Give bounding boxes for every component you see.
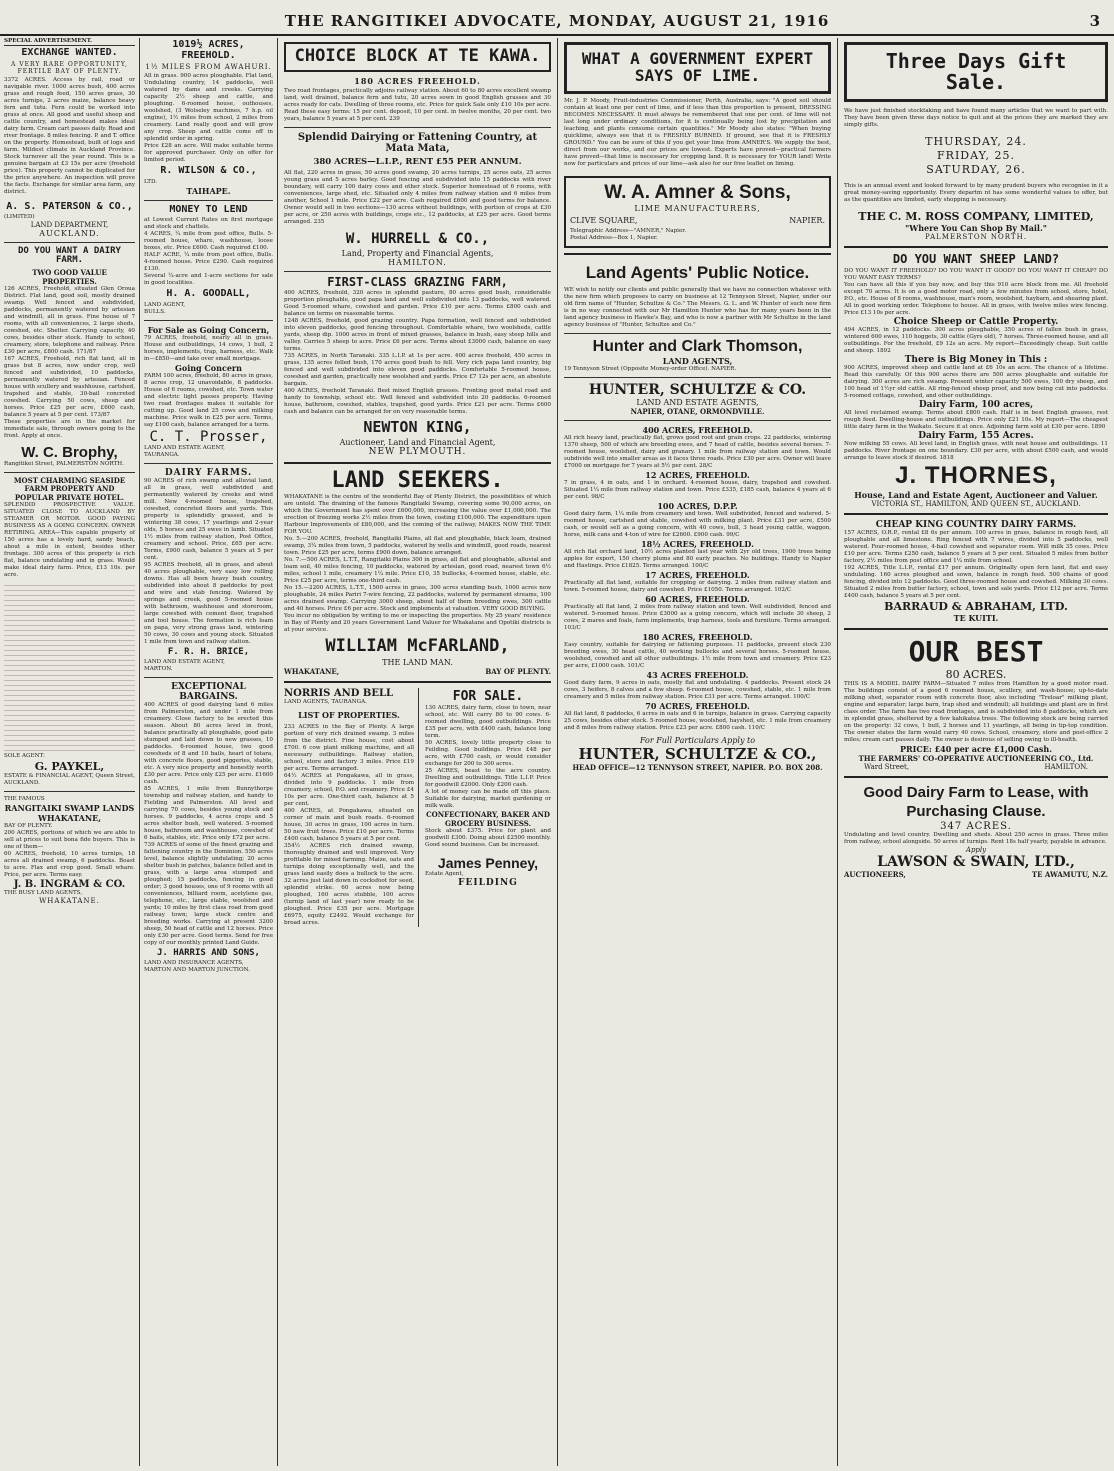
money-body: at Lowest Current Rates on first mortgage and stock and chattels. (144, 217, 273, 230)
p180-body: Easy country, suitable for dairying or fattening purposes. 11 paddocks, present stock 230 breeding ewes, 30 head cattle, 40 working bullocks and several horses. 5-roomed house, woolshed, cowshed and all other outbuildings. 1½ mile from town and creamery. Price £23 per acre, £1000 cash. 101/C (564, 641, 831, 669)
wilson-ltd: LTD. (144, 178, 158, 185)
for-sale-heading: FOR SALE. (452, 688, 524, 704)
lawson-footer (844, 870, 1108, 879)
goodall-name: H. A. GOODALL, (166, 288, 251, 299)
sale-25: 25 ACRES, beast to the acre country. Dwelling and outbuildings. Title L.I.P. Price for goodwill £2000. Only £200 cash. (425, 768, 551, 789)
mcfarland-bop: BAY OF PLENTY. (485, 666, 551, 676)
amner-address (570, 216, 825, 225)
amner-postal: Postal Address—Box 1, Napier. (570, 234, 658, 241)
paterson-name: A. S. PATERSON & CO., (6, 200, 133, 212)
ingram-location: WHAKATANE. (39, 897, 100, 906)
thornes-sub: House, Land and Estate Agent, Auctioneer and Valuer. (854, 489, 1098, 500)
exceptional-body-1: 400 ACRES of good dairying land 6 miles from Palmerston, and under 1 mile from creamery. Close factory to be erected this season. About 80 acres level in front, balance practically all ploughable, good gate stumped and laid down to new grasses, 10 paddocks. 6-roomed house, two good cowsheds of 8 and 10 bails, heart of totara, with concrete floors, good piggeries, stable, etc. A very nice property and honestly worth £30 per acre. Price only £25 per acre. £1600 cash. (144, 701, 273, 785)
taihape: TAIHAPE. (186, 185, 231, 196)
te-kawa-sub: 180 ACRES FREEHOLD. (354, 75, 481, 86)
exchange-sub: A VERY RARE OPPORTUNITY, FERTILE BAY OF PLENTY. (11, 60, 128, 75)
palmerston-north: PALMERSTON NORTH. (925, 233, 1027, 241)
dairy-155-body: Now milking 55 cows. All level land, in English grass, with neat house and outbuildings. 11 paddocks. River frontage on one boundary. £30 per acre, with about £500 cash, and would arrange to leave stock if desired. 1818 (844, 440, 1108, 461)
p18-body: All rich flat orchard land, 10½ acres planted last year with 2yr old trees, 1900 trees being apples for export, 150 cherry plums and 80 early peaches. No buildings. Handy to Napier and Hastings. Price £1825. Terms arranged. 100/C (564, 548, 831, 569)
hotel-body: SPLENDID PROSPECTIVE VALUE. SITUATED CLOSE TO AUCKLAND BY STEAMER OR MOTOR. GOOD PAYING BUSINESS AS A GOING CONCERN. OWNER RETIRING. AREA—This capable property of 150 acres has a lovely hard, sandy beach, about a mile in extent, besides other frontage. 300 acres of this property is rich flat, balance undulating and in grass. Would make ideal dairy farm. Price, £13 10s. per acre. (4, 502, 135, 579)
lease-apply: Apply (965, 845, 987, 854)
hunter-schultze-locations: NAPIER, OTANE, ORMONDVILLE. (630, 406, 765, 416)
lip-body: All flat, 220 acres in grass, 50 acres good swamp, 20 acres turnips, 25 acres oats, 25 acres young grass and 5 acres barley. Good fencing and subdivided into 15 paddocks with river boundary, will carry 100 dairy cows and other stock. Superior homestead of 6 rooms, with conveniences, large shed, etc. Situated only 4 miles from railway station and 6 miles from another, School 1 mile. Price £22 per acre. Cash required £600 and good terms for balance. Owner would sell in two sections—130 acres without buildings, with portion of crops at £30 per acre, or 250 acres with buildings, crops etc., 12 paddocks, at £25 per acre. Good terms arranged. 235 (284, 169, 551, 225)
seekers-no5: No. 5.—200 ACRES, freehold, Rangitaiki Plains, all flat and ploughable, black loam, drained swamp, 3¼ miles from town, 5 paddocks, watered by wells and windmill, good roads, nearest town. Price £25 per acre, terms £900 down, balance arranged. (284, 535, 551, 556)
tauranga: TAURANGA. (144, 451, 180, 458)
awahuri-body: All in grass. 900 acres ploughable. Flat land, Undulating country, 14 paddocks, well watered by dams and creeks. Carrying capacity 2½ sheep and cattle, and ploughing. 6-roomed house, outhouses, woolshed, (3 Wolseley machines, 7 h.p. oil engine), 1½ miles from school, 2 miles from creamery. Land really good and will grow any crop. Sheep and cattle come off in splendid order in spring. (144, 73, 273, 142)
sole-agent: SOLE AGENT: (4, 753, 45, 760)
hurrell-name: W. HURRELL & CO., (345, 230, 490, 247)
hunter-clark-address: 19 Tennyson Street (Opposite Money-order Office). NAPIER. (564, 365, 737, 372)
column-2 (140, 38, 278, 1466)
apply-label: For Full Particulars Apply to (639, 735, 756, 745)
sheep-body: You can have all this if you buy now, and buy this 910 acre block from me. All freehold except 70 acres. It is on a good motor road, only a few minutes from school, store, hotel, P.O., etc. House of 8 rooms, washhouse, man's room, woolshed, haybarn, and shearing plant. All in good working order. Telephone to house. All in grass, with twelve miles wire fencing. Price £13 10s per acre. (844, 281, 1108, 316)
farmers-address (844, 763, 1108, 771)
ward-street: Ward Street, (864, 762, 910, 771)
masthead (0, 0, 1114, 36)
two-good-heading: TWO GOOD VALUE PROPERTIES. (32, 267, 107, 286)
thornes-name: J. THORNES, (895, 461, 1057, 489)
hunter-clark-sub: LAND AGENTS, (662, 355, 733, 366)
ingram-name: J. B. INGRAM & CO. (13, 879, 126, 891)
mcfarland-sub: THE LAND MAN. (382, 657, 453, 667)
dairy-farms-body-2: 95 ACRES freehold, all in grass, and about 40 acres ploughable, very easy low rolling downs. Has all been heavy bush country, subdivided into about 8 paddocks by post and wire and stab fencing. Watered by springs and creek, good 5-roomed house with bathroom, washhouse and storeroom, large cowshed with cement floor, trapshed and tool house. The formation is rich loam on papa, very strong grass land, wintering 50 cows, 30 cows and young stock. Situated 1 mile from town and railway station. (144, 561, 273, 645)
dairy-body-1: 126 ACRES, Freehold, situated Glen Oroua District. Flat land, good soil, mostly drained swamp. Well fenced and subdivided, paddocks, permanently watered by artesian and windmill, all in grass. Fine house of 7 rooms, with all conveniences, 2 large sheds, cowshed, etc. Shelter. Carrying capacity, 40 cows, besides other stock. Handy to school, creamery, store, telephone and railway. Price £30 per acre, £800 cash. 171/87 (4, 285, 135, 355)
awahuri-sub: 1½ MILES FROM AWAHURI. (145, 63, 272, 71)
seekers-note: You incur no obligation by writing to me or inspecting the properties. My 25 years' residence in Bay of Plenty and 20 years Government Land Valuer for Whakatane and Opotiki districts is at your service. (284, 612, 551, 633)
amner-name: W. A. Amner & Sons, (604, 181, 791, 203)
amner-telegraphic: Telegraphic Address—"AMNER," Napier. (570, 227, 687, 234)
going-concern-heading: For Sale as Going Concern, (147, 324, 270, 335)
our-best-price: PRICE: £40 per acre £1,000 Cash. (900, 743, 1052, 754)
dairy-farms-heading: DAIRY FARMS. (164, 467, 253, 478)
prosser-name: C. T. Prosser, (149, 428, 268, 445)
choice-sheep-heading: Choice Sheep or Cattle Property. (893, 316, 1059, 327)
p180-heading: 180 ACRES, FREEHOLD. (642, 631, 753, 642)
amner-sub: LIME MANUFACTURERS, (634, 203, 761, 213)
harris-sub: LAND AND INSURANCE AGENTS, (144, 960, 244, 967)
harris-name: J. HARRIS AND SONS, (157, 947, 260, 958)
p100-heading: 100 ACRES, D.P.P. (657, 500, 738, 511)
land-department: LAND DEPARTMENT, (30, 221, 109, 229)
lawson-swain-name: LAWSON & SWAIN, LTD., (877, 853, 1075, 870)
king-192: 192 ACRES, Title L.I.P., rental £17 per annum. Originally open fern land, flat and easy undulating. 160 acres ploughed and sown, balance in rough feed. 500 chains of good fencing, divided into 12 paddocks. Good three-roomed house and cowshed. Milking 30 cows. Situated 2 miles from butter factory, school, town and sale yards. Price £12 per acre. Terms £400 cash, balance 5 years at 5 per cent. (844, 564, 1108, 599)
awahuri-heading: 1019½ ACRES, FREEHOLD. (172, 39, 245, 61)
gift-note: This is an annual event and looked forward to by many prudent buyers who recognise in it a great money-saving opportunity. Every departm nt has some wonderful values to offer, but as the quantities are limited, early shopping is necessary. (844, 183, 1108, 203)
dairy-100-body: All level reclaimed swamp. Terms about £800 cash. Half is in best English grasses, rest rough feed. Dwelling-house and outbuildings. Price only £21 10s. My report—The cheapest little dairy farm in the Waikato. Secure it at once. Adjoining farm sold at £30 per acre. 1890 (844, 409, 1108, 430)
masthead-title: THE RANGITIKEI ADVOCATE, MONDAY, AUGUST 21, 1916 (284, 12, 830, 30)
mcfarland-whakatane: WHAKATANE, (284, 666, 340, 676)
seekers-no15: No 15.—2200 ACRES, L.T.T., 1500 acres in grass, 300 acres standing bush, 1000 acres now ploughable, 24 miles Pariri 7-wire fencing, 22 paddocks, watered by permanent streams, 100 acres drained swamp. Carrying 3000 sheep, about half of them breeding ewes, 300 cattle and 40 horses. Price £6 per acre. Stock and implements at valuation. VERY GOOD BUYING. (284, 584, 551, 612)
paykel-address: ESTATE & FINANCIAL AGENT, Queen Street, AUCKLAND. (4, 773, 135, 787)
dairy-body-2: 167 ACRES, Freehold, rich flat land, all in grass but 8 acres, now under crop, well fenced and subdivided, 10 paddocks, permanently watered by artesian. Fenced house with scullery and washhouse, cartshed, trapshed and stable, 30-bail concreted cowshed. Carrying 50 cows, sheep and horses. Price £25 per acre, £600 cash, balance 5 years at 5 per cent. 173/87 (4, 355, 135, 418)
harris-location: MARTON AND MARTON JUNCTION. (144, 967, 250, 974)
hurrell-sub: Land, Property and Financial Agents, (341, 248, 494, 258)
half-acre: HALF ACRE, ¼ mile from post office, Bulls. 4-roomed house. Price £290. Cash required £130. (144, 252, 273, 272)
mcfarland-locations (284, 667, 551, 676)
saturday: SATURDAY, 26. (926, 163, 1026, 176)
norris-64: 64½ ACRES at Pongakawa, all in grass, divided into 9 paddocks. 1 mile from creamery, school, P.O. and creamery. Price £4 10s per acre. One-third cash, balance at 5 per cent. (284, 772, 414, 807)
swamp-whakatane: WHAKATANE, (37, 813, 102, 824)
paterson-ltd: (LIMITED) (4, 214, 35, 220)
norris-233: 233 ACRES in the Bay of Plenty. A large portion of very rich drained swamp. 3 miles from the district. Fine house, cost about £700. 6 cow plant milking machine, and all necessary outbuildings. Railway station, school, store and factory 3 miles. Price £19 per acre. Terms arranged. (284, 723, 414, 772)
exceptional-heading: EXCEPTIONAL BARGAINS. (171, 681, 246, 702)
swamp-body-2: 60 ACRES, freehold, 10 acres turnips, 18 acres all drained swamp, 6 paddocks. Boast to acre. Flax and crop good. Small whare. Price, per acre. Terms easy. (4, 851, 135, 879)
lawson-auctioneers: AUCTIONEERS, (844, 869, 906, 879)
p12-body: 7 in grass, 4 in oats, and 1 in orchard. 4-roomed house, dairy, trapshed and cowshed. Situated 1¼ mile from railway station and town. Price £335, £185 cash, balance 4 years at 6 per cent. 98/C (564, 479, 831, 500)
farmers-coop: THE FARMERS' CO-OPERATIVE AUCTIONEERING CO., Ltd. (858, 753, 1094, 763)
ingram-sub: THE BUSY LAND AGENTS, (4, 890, 83, 897)
te-kuiti: TE KUITI. (953, 612, 999, 623)
te-kawa-body: Two road frontages, practically adjoins railway station. About 60 to 80 acres excellent swamp land, well drained, balance fern and tutu, 20 acres sown in good English grasses and 30 acres ready for cats. Dwelling of three rooms, etc. Price for quick Sale only £10 10s per acre. Read these easy terms: 15 per cent. deposit, 10 per cent. in twelve months, 20 per cent. two years, balance 5 years at 5 per cent. 239 (284, 87, 551, 122)
penney-sub: Estate Agent, (425, 871, 464, 878)
head-office: HEAD OFFICE—12 TENNYSON STREET, NAPIER. P.O. BOX 208. (572, 762, 823, 772)
list-of-properties: LIST OF PROPERTIES. (298, 709, 400, 720)
hamilton-label: HAMILTON. (388, 257, 447, 267)
land-seekers-heading: LAND SEEKERS. (331, 467, 504, 493)
bottom-split (284, 688, 551, 927)
seekers-no7: No. 7.—500 ACRES, L.T.T., Rangitaiki Plains 300 in grass, all flat and ploughable, alluvial and loam soil, 40 miles fencing, 10 paddocks, watered by artesian, good road, nearest town 6½ miles, school 1 mile, creamery 1¼ mile. Price £10, 35 bullocks, 4-roomed house, stable, etc. Price £25 per acre, terms one-third cash. (284, 556, 551, 584)
feilding: FEILDING (458, 878, 518, 889)
several-sections: Several ¼-acre and 1-acre sections for sale in good localities. (144, 273, 273, 286)
norris-354: 354½ ACRES rich drained swamp, thoroughly drained and well improved. Very profitable for mixed farming. Maize, oats and turnips doing exceptionally well, and the grass land easily does a bullock to the acre. 32 acres just laid down in cocksfoot for seed, splendid strike. 60 acres now being ploughed, 160 acres stubble, 100 acres (turnip land of last year) now ready to be ploughed. Price £35 per acre. Mortgage £6975, equity £2492. Would exchange for broad acres. (284, 842, 414, 926)
lime-box (564, 42, 831, 94)
norris-name: NORRIS AND BELL (284, 687, 394, 699)
big-money-body: 900 ACRES, improved sheep and cattle land at £6 10s an acre. The chance of a lifetime. Read this carefully. Of this 900 acres there are 500 acres ploughable and suitable for dairying. 300 acres are rich swamp. Present winter capacity 500 ewes, 100 dry sheep, and 100 head of 1½yr old cattle. All ring-fenced sheep proof, and now being cut into paddocks. 5-roomed cottage, cowshed, and other outbuildings. (844, 364, 1108, 399)
brophy-name: W. C. Brophy, (21, 443, 118, 461)
hunter-schultze-sub: LAND AND ESTATE AGENTS, (636, 397, 759, 407)
te-kawa-heading: CHOICE BLOCK AT TE KAWA. (294, 46, 541, 66)
our-best-acres: 80 ACRES. (945, 667, 1007, 681)
cheap-king-heading: CHEAP KING COUNTRY DAIRY FARMS. (875, 519, 1077, 530)
public-notice-heading: Land Agents' Public Notice. (585, 262, 810, 282)
money-to-lend: MONEY TO LEND (169, 203, 248, 215)
brophy-address: Rangitikei Street, PALMERSTON NORTH. (4, 460, 124, 467)
friday: FRIDAY, 25. (937, 149, 1015, 162)
hunter-schultze-footer: HUNTER, SCHULTZE & CO., (578, 744, 817, 763)
dairy-farms-body-1: 90 ACRES of rich swamp and alluvial land, all in grass, well subdivided and permanently watered by creeks and wind mill. New 4-roomed house, trapshed, cowshed, concreted floors and yards. This property is splendidly grassed, and is wintering 38 cows, 17 yearlings and 2-year olds, 5 horses and 25 ewes in lamb. Situated 1½ miles from railway station, Post Office, creamery and school. Price, £65 per acre. Terms, £900 cash, balance 5 years at 5 per cent. (144, 477, 273, 561)
choice-sheep-body: 494 ACRES, in 12 paddocks. 300 acres ploughable, 350 acres of fallen bush in grass, wintered 600 ewes, 110 hoggets, 30 cattle (Gyrs old), 7 horses. Three-roomed house, and all outbuildings. For the freehold, £9 12s an acre. My report—Exceedingly cheap. Suit cattle and sheep. 1892 (844, 326, 1108, 354)
swamp-body-1: 200 ACRES, portions of which we are able to sell at prices to suit bona fide buyers. This is one of them— (4, 830, 135, 851)
auckland-label: AUCKLAND. (39, 229, 100, 238)
dairy-note: These properties are in the market for immediate sale, through owners going to the front. Apply at once. (4, 418, 135, 439)
mcfarland-name: WILLIAM McFARLAND, (325, 635, 510, 656)
confectionary-body: Stock about £375. Price for plant and goodwill £300. Doing about £2500 monthly. Good sound business. Can be increased. (425, 828, 551, 849)
gift-body: We have just finished stocktaking and have found many articles that we want to part with. They have been given three days notice to quit and at the prices they are marked they are simply gifts. (844, 108, 1108, 128)
p17-body: Practically all flat land, suitable for cropping or dairying. 2 miles from railway station and town. 5-roomed house, dairy and cowshed. Price £1050. Terms arranged. 102/C (564, 579, 831, 593)
grazing-body-3: 735 ACRES, in North Taranaki. 335 L.I.P. at 1s per acre. 400 acres freehold, 450 acres in grass, 135 acres felled bush, 170 acres good bush to fell. Very rich papa land country, big fenced and well subdivided into eleven good paddocks. Comfortable 5-roomed house, cowshed and garden, practically new woolshed and yards. Price £7 12s per acre, an absolute bargain. (284, 353, 551, 388)
te-kawa-box (284, 42, 551, 72)
sale-lot: A lot of money can be made off this place. Suitable for dairying, market gardening or milk walk. (425, 789, 551, 810)
exchange-body: 3372 ACRES. Access by rail, road or navigable river. 1000 acres bush, 400 acres grass and rough feed, 150 acres grass, 30 acres turnips, 2 acres maize, balance heavy fern and tutu. Fern could be worked into grass at once. All good and useful sheep and cattle country, and homestead makes ideal dairy farm. Cream cart passes daily. Road and river frontage. 8 miles fencing. P. and T. office on the property. Homestead, built of logs and farm. Mildest climate in Auckland Province. Stock turnover all the year round. This is a genuine bargain at £3 15s per acre (freehold price). This property cannot be duplicated for the price anywhere. An inspection will prove the facts. Exchange for similar area farm, any district. (4, 76, 135, 195)
farmers-hamilton: HAMILTON. (1044, 762, 1088, 771)
napier-label: NAPIER. (789, 215, 825, 225)
our-best-body: THIS IS A MODEL DAIRY FARM—Situated 7 miles from Hamilton by a good motor road. The buildings consist of a good 6 roomed house, scullery, and wash-house; up-to-date milking shed, separator room with concrete floor, also including "Treloar" milking plant, engine and separator; large barn, trap shed and windmill; all buildings and plant are in first class order. The farm has two road frontages, and is subdivided into 8 paddocks, which are in splendid grass, sheltered by a few kahikatea trees. The following stock are being carried on the property: 32 cows, 1 bull, 2 horses and 11 yearlings, all being in tip-top condition. The owner states the farm would carry 40 cows. School, creamery, store and post-office 2 miles; cream cart passes daily. The owner is desirous of selling owing to ill-health. (844, 680, 1108, 743)
grazing-body-2: 1248 ACRES, freehold, good grazing country. Papa formation, well fenced and subdivided into eleven paddocks, good fencing throughout. Comfortable whare, two woolsheds, cattle yards, sheep dip. 1000 acres in front of mixed grasses, balance in bush, easy steep hills and valley. Carries 5 sheep to acre. Price £6 per acre. Terms about £3000 cash, balance on easy terms. (284, 318, 551, 353)
marton: MARTON. (144, 665, 173, 672)
swamp-bop: BAY OF PLENTY. (4, 823, 53, 830)
column-1 (0, 38, 140, 1466)
p43-body: Good dairy farm, 9 acres in oats, mostly flat and undulating. 4 paddocks. Present stock 24 cows, 3 heifers, 8 calves and a few sheep. 6-roomed house, cowshed, stable, etc. 1 mile from creamery and 5 miles from railway station. Price £31 per acre. Terms arranged. 100/C (564, 679, 831, 700)
dairy-farm-heading: DO YOU WANT A DAIRY FARM. (18, 246, 121, 266)
clive-square: CLIVE SQUARE, (570, 215, 638, 225)
p60-body: Practically all flat land, 2 miles from railway station and town. Well subdivided, fenced and watered. 5-roomed house. Price £3000 as a going concern, which will include 30 sheep, 2 cows, 2 mares and foals, farm implements, trap harness, tools and furniture. Terms arranged. 103/C (564, 603, 831, 631)
norris-400: 400 ACRES, at Pongakawa, situated on corner of main and bush roads. 6-roomed house, 30 acres in grass, 100 acres in turn. 50 new fruit trees. Price £10 per acre. Terms £400 cash, balance 5 years at 5 per cent. (284, 807, 414, 842)
newton-king-name: NEWTON KING, (363, 418, 472, 437)
newton-sub: Auctioneer, Land and Financial Agent, (339, 437, 496, 447)
hotel-heading: MOST CHARMING SEASIDE FARM PROPERTY AND POPULAR PRIVATE HOTEL. (13, 475, 126, 502)
king-157: 157 ACRES, O.R.P., rental £8 6s per annum. 100 acres in grass, balance in rough feed, all ploughable and all limestone. Ring fenced with 7 wires, divided into 5 paddocks, well watered. Four-roomed house, 4-bail cowshed and separator room. Will milk 35 cows. Price £10 per acre. Terms £250 cash, balance 5 years at 5 per cent. Situated 5 miles from butter factory, 2½ miles from post office and 1¼ mile from school. (844, 529, 1108, 564)
lease-body: Undulating and level country. Dwelling and sheds. About 250 acres in grass. Three miles from railway, school alongside. 50 acres of turnips. Rent 18s half yearly, payable in advance. (844, 831, 1108, 845)
hotel-body-continued (4, 581, 135, 751)
thornes-address: VICTORIA ST., HAMILTON, AND QUEEN ST., AUCKLAND. (871, 499, 1081, 508)
wilson-name: R. WILSON & CO., (160, 165, 257, 176)
going2-body: FARM 100 acres, freehold, 80 acres in grass, 8 acres crop, 12 unavoidable, 8 paddocks. House of 6 rooms, cowshed, etc. Town water and electric light passes property. Having two road frontages makes it suitable for cutting up. Good land 25 cows and milking machine. Price walk in £25 per acre. Terms, say £100 cash, balance arranged for a term. (144, 372, 273, 428)
prosser-sub: LAND AND ESTATE AGENT, (144, 444, 225, 451)
ross-sub: "Where You Can Shop By Mail." (905, 223, 1047, 233)
exceptional-body-3: 739 ACRES of some of the finest grazing and fattening country in the Dominion. 550 acres level, balance slightly undulating; 20 acres shelter bush in patches, balance felled and in grass, with a large area stumped and ploughed; 15 paddocks, fencing in good order; 3 good houses, one of 9 rooms with all conveniences, billiard room, acetylene gas, telephone, etc., large stable, woolshed and yards; 10 miles by first class road from good railway town; large stock centre and breeding works. Carrying at present 3200 sheep, 50 head of cattle and 12 horses. Price only £30 per acre. Good terms. Send for free copy of our monthly printed Land Guide. (144, 841, 274, 946)
exchange-heading: EXCHANGE WANTED. (21, 47, 118, 58)
exceptional-body-2: 85 ACRES, 1 mile from Bunnythorpe township and railway station, and handy to Fielding and Palmerston. All level and carrying 70 cows, besides young stock and horses. 9 paddocks, 4 acres crops and 5 acres shelter bush, well watered. 5-roomed house, bathroom and washhouse, cowshed of 6 bails, stables, etc. Price only £72 per acre. (144, 785, 273, 841)
sheep-questions: DO YOU WANT IT FREEHOLD? DO YOU WANT IT GOOD? DO YOU WANT IT CHEAP? DO YOU WANT EASY TERMS? (844, 267, 1108, 281)
column-3 (278, 38, 558, 1466)
swamp-heading: RANGITAIKI SWAMP LANDS (4, 803, 135, 814)
lease-acres: 347 ACRES. (940, 820, 1012, 832)
for-sale-block (425, 688, 551, 927)
goodall-sub: LAND AGENT, (144, 301, 186, 308)
sheep-land-heading: DO YOU WANT SHEEP LAND? (892, 252, 1060, 266)
penney-name: James Penney, (437, 855, 539, 872)
grazing-heading: FIRST-CLASS GRAZING FARM, (327, 274, 508, 289)
new-plymouth: NEW PLYMOUTH. (368, 446, 467, 457)
hunter-clark-name: Hunter and Clark Thomson, (592, 337, 803, 355)
p400-heading: 400 ACRES, FREEHOLD. (642, 424, 753, 435)
lawson-te-awamutu: TE AWAMUTU, N.Z. (1031, 869, 1108, 879)
hunter-schultze-name: HUNTER, SCHULTZE & CO. (588, 381, 807, 398)
brice-sub: LAND AND ESTATE AGENT, (144, 658, 225, 665)
paykel-name: G. PAYKEL, (34, 760, 105, 774)
special-advert-label: SPECIAL ADVERTISEMENT. (4, 38, 135, 46)
p400-body: All rich heavy land, practically flat, grows good root and grain crops. 22 paddocks, wintering 1370 sheep, 500 of which are breeding ewes, and 7 head of cattle, besides several horses. 7-roomed house, woolshed, dairy and granary. 1 mile from railway station and town. Would subdivide well into smaller areas as it faces three roads. Price £30 per acre. Owner will leave £7000 on mortgage for 7 years at 5½ per cent. 28/C (564, 434, 831, 469)
p100-body: Good dairy farm, 1¼ mile from creamery and town. Well subdivided, fenced and watered. 5-roomed house, cartshed and stable, cowshed with milking plant. Price £31 per acre, £500 cash, or would sell as a going concern, with 40 cows, bull, 3 head young cattle, waggon, horse, milk cans and 4-ton of wire for £2600. £900 cash. 99/C (564, 510, 831, 538)
thursday: THURSDAY, 24. (925, 135, 1027, 148)
grazing-body-4: 400 ACRES, freehold Taranaki. Best mixed English grasses. Fronting good metal road and handy to township, school etc. Well fenced and subdivided into 20 paddocks. 6-roomed house, bathroom, cowshed, stables, trapshed, good yards. Price £21 per acre. Terms £600 cash and balance can be arranged for on very reasonable terms. (284, 388, 551, 416)
going-concern-2: Going Concern (175, 362, 242, 373)
four-acres: 4 ACRES, ¼ mile from post office, Bulls. 5-roomed house, whare, washhouse, loose boxes, etc. Price £600. Cash required £100. (144, 231, 273, 251)
public-notice-body: WE wish to notify our clients and public generally that we have no connection whatever with the new firm which proposes to carry on business at 12 Tennyson Street, Napier, under our old firm name of "Hunter, Schultze & Co." The Messrs. G. L. and W. Hunter of such new firm is in no way connected with our Mr Hamilton Hunter who has for many years been in the land agency business in Hawke's Bay, and who is now a partner with Mr Schultze in the land agency business of "Hunter, Schultze and Co." (564, 286, 831, 328)
page-number: 3 (1089, 12, 1100, 30)
sale-130: 130 ACRES, dairy farm, close to town, near school, etc. Will carry 80 to 90 cows. 6-roomed dwelling, good outbuildings. Price £35 per acre, with £400 cash, balance long term. (425, 705, 551, 740)
lime-body: Mr. J. P. Moody, Fruit-industries Commissioner, Perth, Australia, says: "A good soil should contain at least one per cent of lime, and if less than this proportion is present, DRESSING BECOMES NECESSARY. It must always be remembered that one per cent. of lime will not last long under ordinary conditions, for it is continually being lost by precipitation and leaching, and plants consume certain quantities." Mr Moody also states: "When buying quicklime, always see that it is FRESHLY BURNED. If ground, see that it is FRESHLY GROUND." You can be sure of this if you get your lime from AMNER'S. We supply the best, direct from our works, and our prices are lowest. Experts have proved—practical farmers have proved—that lime is necessary for cropping land. It is necessary for YOUR land! Write now for particulars and prices of our lime—ask also for our free leaflet on liming. (564, 97, 831, 167)
brice-name: F. R. H. BRICE, (167, 646, 250, 657)
lime-heading: WHAT A GOVERNMENT EXPERT SAYS OF LIME. (581, 49, 814, 85)
norris-sub: LAND AGENTS, TAURANGA. (284, 698, 367, 705)
famous-label: THE FAMOUS (4, 796, 45, 803)
bulls-label: BULLS. (144, 308, 166, 315)
dairy-155-heading: Dairy Farm, 155 Acres. (918, 430, 1034, 441)
barraud-name: BARRAUD & ABRAHAM, LTD. (884, 599, 1068, 613)
p43-heading: 43 ACRES FREEHOLD. (646, 669, 749, 680)
column-4 (558, 38, 838, 1466)
dairy-100-heading: Dairy Farm, 100 acres, (918, 399, 1034, 410)
land-seekers-body: WHAKATANE is the centre of the wonderful Bay of Plenty District, the possibilities of which are untold. The draining of the famous Rangitaiki Swamp, covering some 90,000 acres, on which the Government has spent over £600,000, increasing the value over £1,000,000. The erection of freezing works 2½ miles from the town, costing £100,000. The expenditure upon Harbour Improvements of £80,000, and the coming of the railway, MAKES NOW THE TIME FOR YOU. (284, 493, 551, 535)
lip-heading: 380 ACRES—L.I.P., RENT £55 PER ANNUM. (313, 156, 522, 167)
norris-bell-block (284, 688, 419, 927)
p18-heading: 18½ ACRES, FREEHOLD. (641, 538, 754, 549)
column-6 (838, 38, 1114, 1466)
big-money-heading: There is Big Money in This : (904, 354, 1048, 365)
our-best-heading: OUR BEST (908, 634, 1044, 668)
gift-box (844, 42, 1108, 102)
lease-heading: Good Dairy Farm to Lease, with Purchasing Clause. (863, 783, 1089, 820)
ross-name: THE C. M. ROSS COMPANY, LIMITED, (858, 210, 1094, 223)
awahuri-price: Price £28 an acre. Will make suitable terms for approved purchaser. Only on offer for limited period. (144, 143, 273, 163)
going-body: 79 ACRES, freehold, nearly all in grass. House and outbuildings, 14 cows, 1 bull, 2 horses, implements, trap, harness, etc. Walk in—£850—and take over small mortgage. (144, 334, 273, 362)
confectionary-heading: CONFECTIONARY, BAKER AND GROCERY BUSINESS. (426, 810, 550, 829)
mata-mata-heading: Splendid Dairying or Fattening Country, at Mata Mata, (297, 131, 538, 154)
sale-50: 50 ACRES, lovely little property close to Feilding. Good buildings. Price £48 per acre, with £700 cash, or would consider exchange for 200 to 300 acres. (425, 740, 551, 768)
grazing-body-1: 400 ACRES, freehold, 320 acres in splendid pasture, 80 acres good bush, considerable proportion ploughable, good papa land and well subdivided into 13 paddocks, well watered. Good 5-roomed whare, cowshed and garden. Price £10 per acre. Terms £800 cash and balance on terms on reasonable terms. (284, 290, 551, 318)
gift-days (844, 135, 1108, 177)
gift-sale-heading: Three Days Gift Sale. (885, 49, 1067, 94)
p70-body: All flat land, 8 paddocks, 6 acres in oats and 6 in turnips, balance in grass. Carrying capacity 25 cows, besides other stock. 5-roomed house, woolshed, hayshed, etc. 1 mile from creamery and 8 miles from railway station. Price £23 per acre. £800 cash. 110/C (564, 710, 831, 731)
p12-heading: 12 ACRES, FREEHOLD. (645, 469, 750, 480)
p17-heading: 17 ACRES, FREEHOLD. (645, 569, 750, 580)
amner-box (564, 176, 831, 248)
p70-heading: 70 ACRES, FREEHOLD. (645, 700, 750, 711)
p60-heading: 60 ACRES, FREEHOLD. (645, 593, 750, 604)
